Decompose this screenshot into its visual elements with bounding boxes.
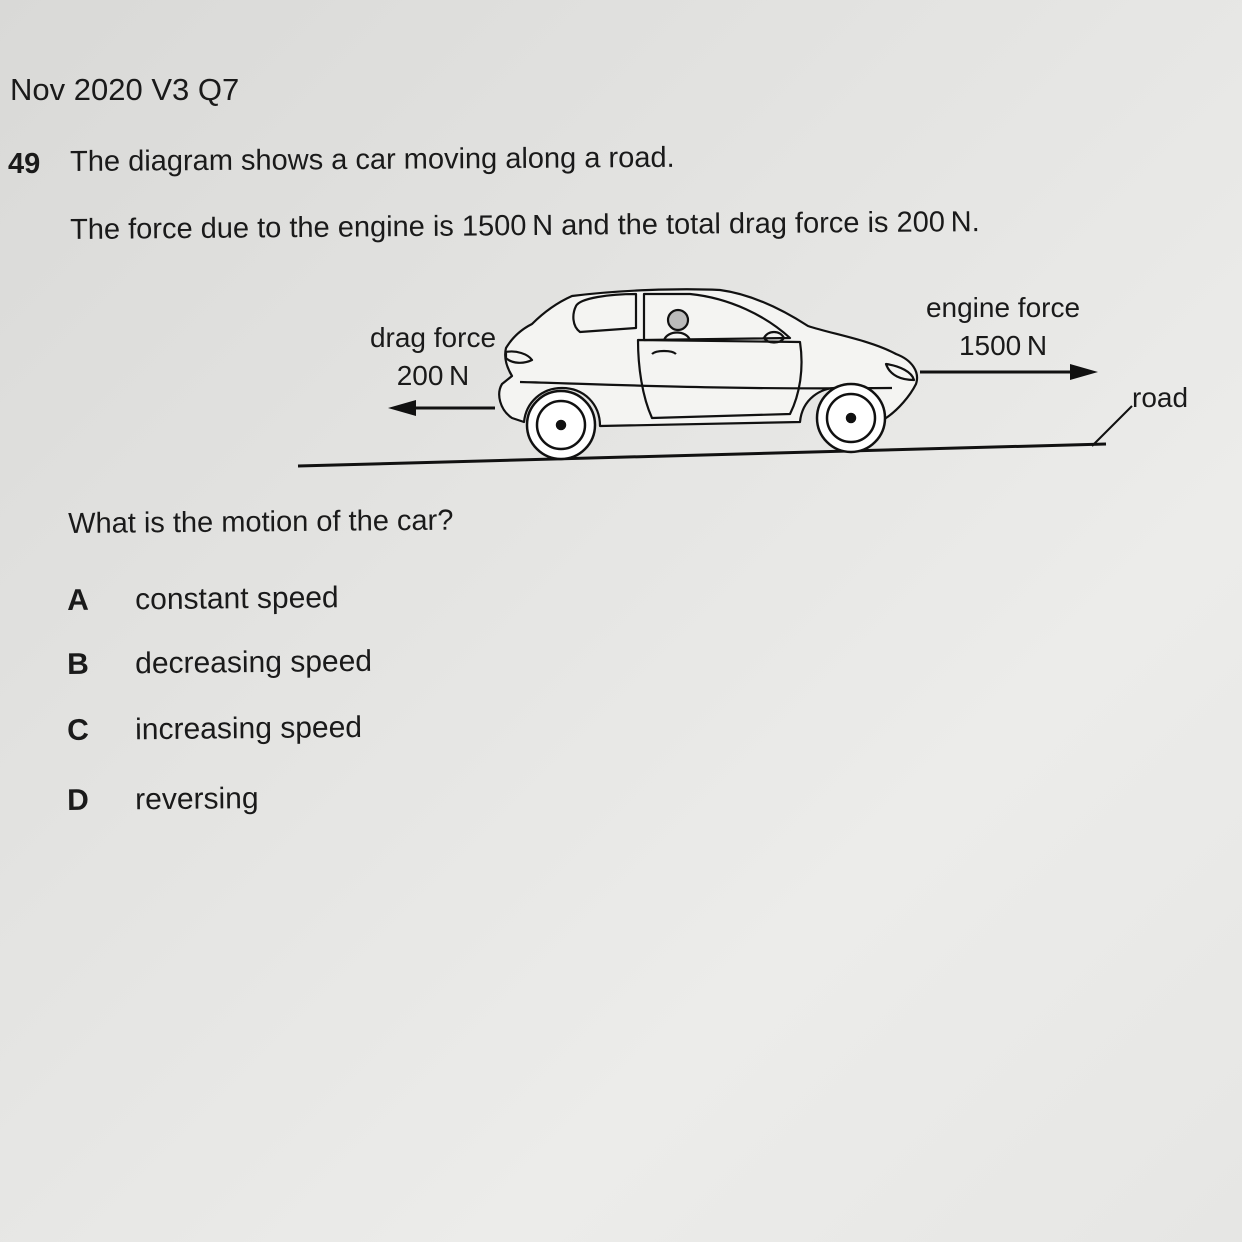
rear-wheel (527, 391, 595, 459)
option-text: constant speed (134, 581, 339, 617)
drag-force-arrow (388, 400, 495, 416)
question-source: Nov 2020 V3 Q7 (10, 72, 240, 107)
car-force-diagram (280, 280, 1220, 480)
road-leader-line (1092, 406, 1132, 446)
drag-force-value: 200 N (396, 360, 470, 391)
question-prompt: What is the motion of the car? (68, 504, 454, 540)
engine-force-arrow (920, 364, 1098, 380)
drag-force-label: drag force (369, 322, 497, 353)
question-text-line-1: The diagram shows a car moving along a road. (70, 141, 675, 178)
option-text: reversing (134, 781, 259, 817)
option-letter: B (67, 647, 90, 681)
option-letter: A (67, 583, 90, 617)
option-text: decreasing speed (134, 644, 373, 681)
road-label: road (1132, 382, 1189, 413)
question-number: 49 (8, 148, 41, 180)
option-letter: D (67, 783, 90, 817)
road-line (298, 444, 1106, 466)
engine-force-value: 1500 N (958, 330, 1048, 361)
engine-force-label: engine force (925, 292, 1081, 323)
option-text: increasing speed (134, 710, 363, 747)
front-wheel (817, 384, 885, 452)
question-text-line-2: The force due to the engine is 1500 N and the total drag force is 200 N. (70, 206, 980, 246)
option-letter: C (67, 713, 90, 747)
